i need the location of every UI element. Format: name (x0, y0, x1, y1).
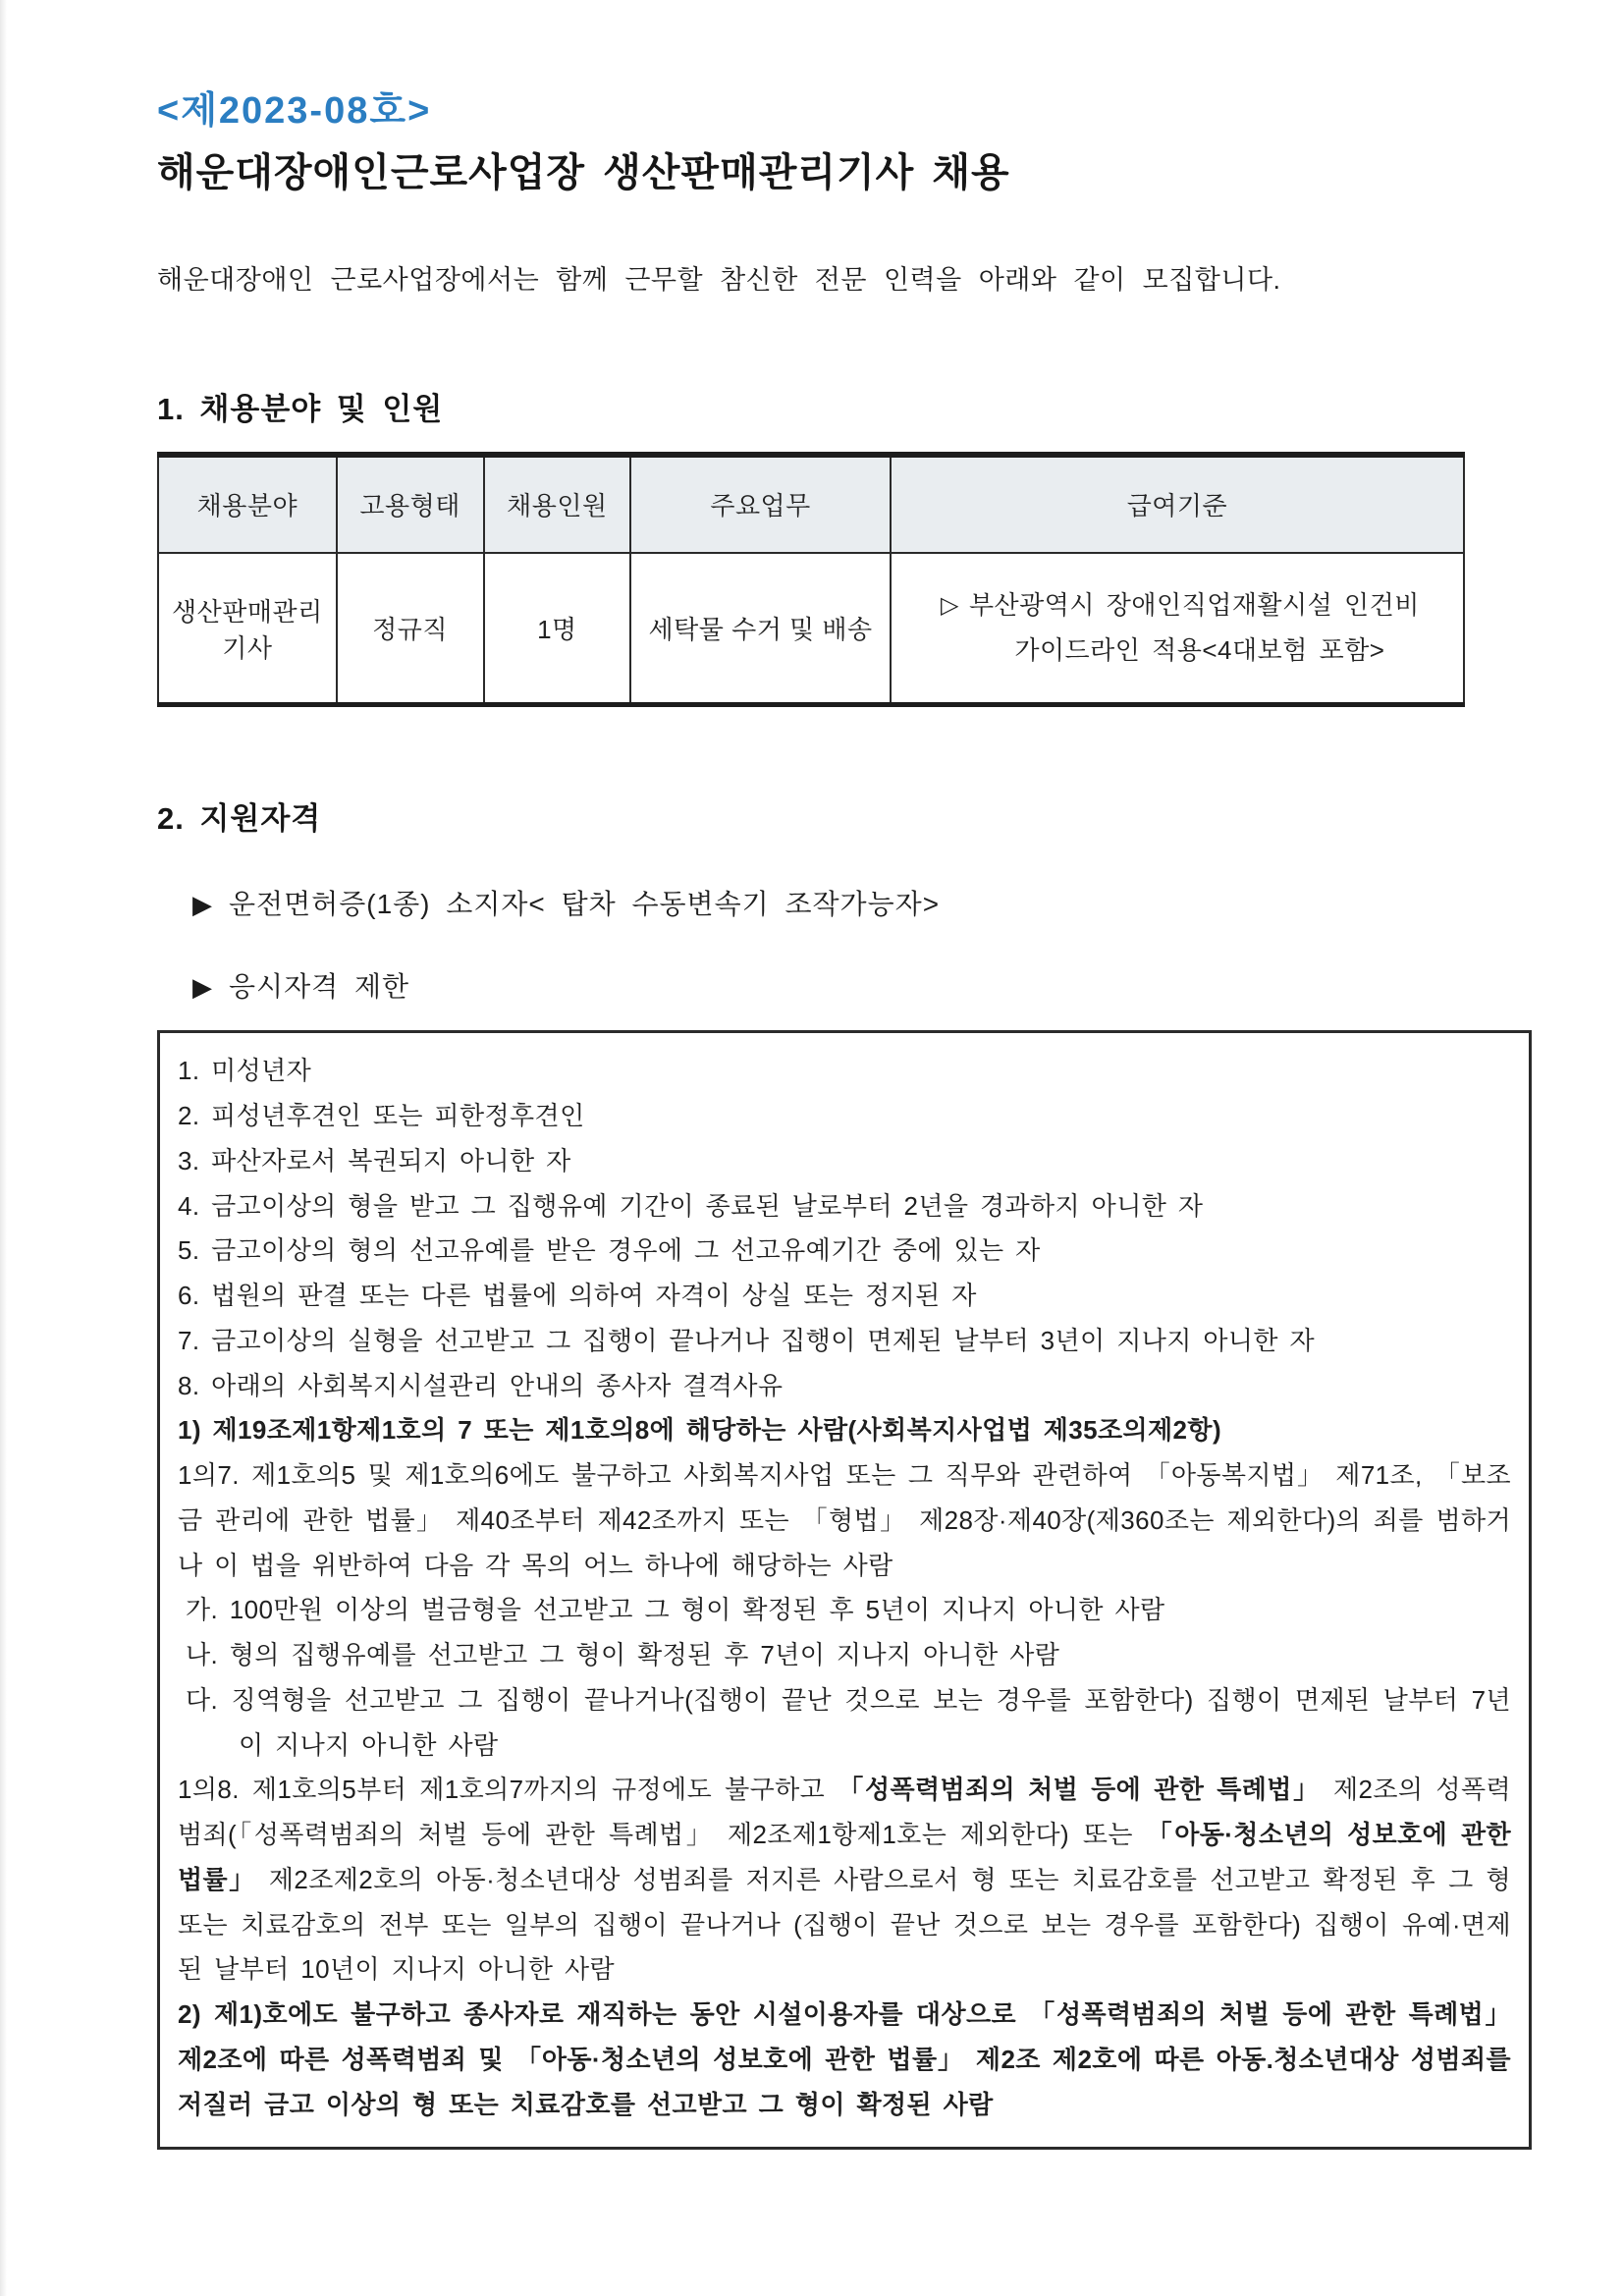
bullet-eligibility-restriction (192, 965, 1535, 1005)
cell-headcount: 1명 (484, 553, 631, 705)
col-header-field: 채용분야 (158, 455, 337, 553)
restriction-item (178, 1678, 1511, 1769)
restriction-text-segment: 1. 미성년자 (178, 1056, 312, 1086)
salary-text-line1: 부산광역시 장애인직업재활시설 인건비 (968, 590, 1420, 621)
scan-edge-artifact (0, 0, 7, 2296)
restriction-item (178, 1453, 1511, 1588)
restriction-text-segment: 다. 징역형을 선고받고 그 집행이 끝나거나(집행이 끝난 것으로 보는 경우를 포함한다) 집행이 면제된 날부터 7년이 지나지 아니한 사람 (186, 1684, 1511, 1760)
restriction-item (178, 1993, 1511, 2127)
col-header-duty: 주요업무 (630, 455, 891, 553)
intro-text: 해운대장애인 근로사업장에서는 함께 근무할 참신한 전문 인력을 아래와 같이 모집합니다. (157, 264, 1281, 295)
restriction-text-segment: 8. 아래의 사회복지시설관리 안내의 종사자 결격사유 (178, 1370, 784, 1400)
col-header-salary: 급여기준 (891, 455, 1464, 553)
restriction-box (157, 1030, 1532, 2150)
restriction-item (178, 1049, 1511, 1094)
col-header-employment-type: 고용형태 (337, 455, 484, 553)
table-row (158, 553, 1464, 705)
restriction-text-segment: 2. 피성년후견인 또는 피한정후견인 (178, 1101, 585, 1131)
restriction-item (178, 1633, 1511, 1678)
restriction-item (178, 1094, 1511, 1139)
cell-employment-type: 정규직 (337, 553, 484, 705)
restriction-text-segment: 제2조제2호의 아동·청소년대상 성범죄를 저지른 사람으로서 형 또는 치료감호를 선고받고 확정된 후 그 형 또는 치료감호의 전부 또는 일부의 집행이 끝나거나 (집행이 끝난 것으로 보는 경우를 포함한다) 집행이 유예·면제된 날부터 10년이 지나지 아니한 사람 (178, 1864, 1511, 1985)
cell-duty: 세탁물 수거 및 배송 (630, 553, 891, 705)
open-triangle-icon: ▷ (940, 592, 959, 620)
restriction-text-segment: 1의7. 제1호의5 및 제1호의6에도 불구하고 사회복지사업 또는 그 직무와 관련하여 「아동복지법」 제71조, 「보조금 관리에 관한 법률」 제40조부터 제42조까지 또는 「형법」 제28장·제40장(제360조는 제외한다)의 죄를 범하거나 이 법을 위반하여 다음 각 목의 어느 하나에 해당하는 사람 (178, 1460, 1511, 1580)
salary-line1 (911, 583, 1449, 629)
cell-field: 생산판매관리기사 (158, 553, 337, 705)
restriction-text-segment: 2) 제1)호에도 불구하고 종사자로 재직하는 동안 시설이용자를 대상으로 「성폭력범죄의 처벌 등에 관한 특례법」 제2조에 따른 성폭력범죄 및 「아동·청소년의 성보호에 관한 법률」 제2조 제2호에 따른 아동.청소년대상 성범죄를 저질러 금고 이상의 형 또는 치료감호를 선고받고 그 형이 확정된 사람 (178, 1999, 1511, 2119)
col-header-headcount: 채용인원 (484, 455, 631, 553)
restriction-item (178, 1408, 1511, 1453)
restriction-item (178, 1229, 1511, 1274)
restriction-text-segment: 1의8. 제1호의5부터 제1호의7까지의 규정에도 불구하고 (178, 1775, 839, 1805)
restriction-item (178, 1139, 1511, 1184)
bullet-license-requirement (192, 883, 1535, 922)
restriction-item (178, 1588, 1511, 1633)
page-title: 해운대장애인근로사업장 생산판매관리기사 채용 (157, 150, 1010, 194)
filled-triangle-icon: ▶ (192, 972, 213, 1003)
restriction-item (178, 1768, 1511, 1993)
restriction-text-segment: 5. 금고이상의 형의 선고유예를 받은 경우에 그 선고유예기간 중에 있는 자 (178, 1235, 1041, 1266)
section2-heading: 2. 지원자격 (157, 801, 322, 837)
restriction-item (178, 1364, 1511, 1409)
filled-triangle-icon: ▶ (192, 890, 213, 920)
restriction-text-segment: 제2조의 성폭력범죄(「성폭력범죄의 처벌 등에 관한 특례법」 제2조제1항제1호는 제외한다) 또는 (178, 1775, 1511, 1850)
section1-heading: 1. 채용분야 및 인원 (157, 391, 444, 426)
cell-salary (891, 553, 1464, 705)
table-header-row (158, 455, 1464, 553)
restriction-text-segment: 나. 형의 집행유예를 선고받고 그 형이 확정된 후 7년이 지나지 아니한 사람 (186, 1640, 1060, 1670)
salary-text-line2: 가이드라인 적용<4대보험 포함> (1014, 634, 1385, 665)
bullet-text: 운전면허증(1종) 소지자< 탑차 수동변속기 조작가능자> (229, 889, 941, 920)
bullet-text: 응시자격 제한 (229, 971, 410, 1003)
restriction-item (178, 1319, 1511, 1364)
restriction-item (178, 1274, 1511, 1319)
restriction-text-segment: 「성폭력범죄의 처벌 등에 관한 특례법」 (838, 1775, 1321, 1805)
restriction-text-segment: 6. 법원의 판결 또는 다른 법률에 의하여 자격이 상실 또는 정지된 자 (178, 1281, 977, 1311)
restriction-text-segment: 가. 100만원 이상의 벌금형을 선고받고 그 형이 확정된 후 5년이 지나지 아니한 사람 (186, 1595, 1165, 1625)
restriction-text-segment: 7. 금고이상의 실형을 선고받고 그 집행이 끝나거나 집행이 면제된 날부터 3년이 지나지 아니한 자 (178, 1325, 1316, 1355)
notice-number: <제2023-08호> (157, 90, 432, 132)
restriction-text-segment: 4. 금고이상의 형을 받고 그 집행유예 기간이 종료된 날로부터 2년을 경과하지 아니한 자 (178, 1190, 1204, 1221)
restriction-text-segment: 3. 파산자로서 복권되지 아니한 자 (178, 1145, 571, 1175)
recruitment-table (157, 452, 1465, 708)
restriction-text-segment: 「아동·청소년의 성보호에 관한 법률」 (178, 1820, 1511, 1894)
restriction-item (178, 1184, 1511, 1230)
restriction-text-segment: 1) 제19조제1항제1호의 7 또는 제1호의8에 해당하는 사람(사회복지사업법 제35조의제2항) (178, 1415, 1221, 1446)
